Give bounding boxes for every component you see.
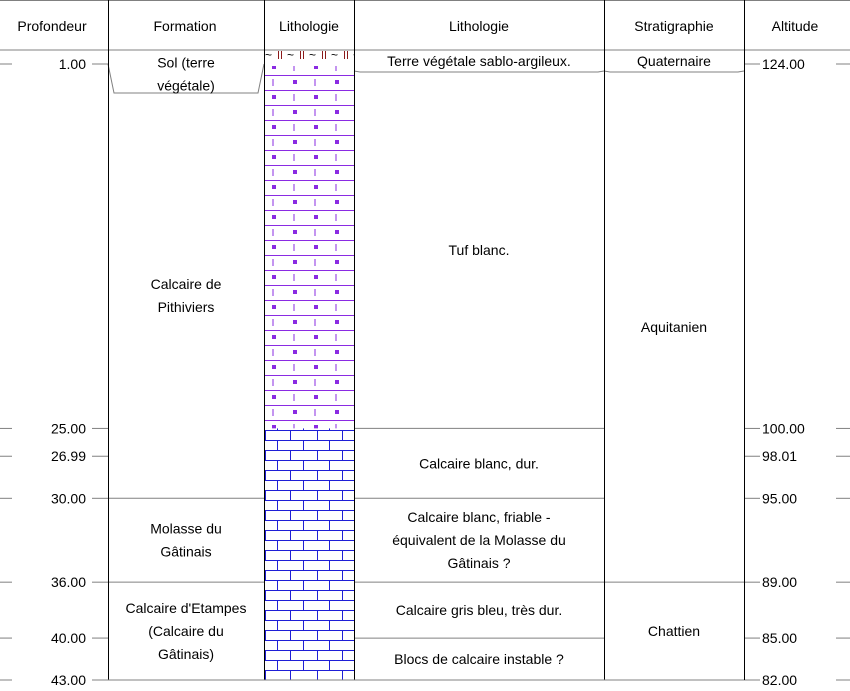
altitude-label: 89.00	[762, 574, 798, 591]
depth-label: 30.00	[50, 490, 86, 507]
depth-label: 25.00	[50, 420, 86, 437]
depth-label: 43.00	[50, 672, 86, 688]
formation-label: Gâtinais)	[157, 645, 215, 662]
lithology-description: Blocs de calcaire instable ?	[394, 650, 564, 667]
depth-label: 40.00	[50, 630, 86, 647]
lithology-fill-limestone	[264, 428, 354, 680]
formation-label: Calcaire de	[150, 276, 222, 293]
lithology-description: Terre végétale sablo-argileux.	[387, 52, 571, 69]
header-formation: Formation	[153, 18, 217, 34]
formation-label: Molasse du	[150, 520, 222, 537]
stratigraphy-label: Chattien	[647, 622, 701, 639]
lithology-description: Gâtinais ?	[447, 555, 511, 572]
header-lithology-description: Lithologie	[449, 18, 509, 34]
lithology-description: Calcaire gris bleu, très dur.	[395, 602, 563, 619]
altitude-label: 98.01	[762, 448, 798, 465]
formation-label: végétale)	[157, 77, 215, 94]
lithology-soil-outline	[354, 71, 604, 72]
lithology-fill-soil	[264, 51, 354, 66]
header-stratigraphy: Stratigraphie	[634, 18, 714, 34]
depth-label: 36.00	[50, 574, 86, 591]
section-lines	[0, 64, 850, 680]
altitude-label: 124.00	[762, 56, 805, 72]
header-depth: Profondeur	[17, 18, 87, 34]
stratigraphy-label: Quaternaire	[637, 52, 711, 69]
formation-label: Sol (terre	[157, 54, 215, 71]
stratigraphy-label: Aquitanien	[640, 318, 708, 335]
lithology-column	[264, 51, 354, 680]
lithology-description: Calcaire blanc, dur.	[419, 455, 539, 472]
lithology-fill-tuff	[264, 66, 354, 428]
depth-label: 1.00	[58, 56, 86, 72]
altitude-label: 82.00	[762, 672, 798, 688]
header-lithology-pattern: Lithologie	[279, 18, 339, 34]
stratigraphy-soil-outline	[604, 71, 744, 72]
formation-label: Pithiviers	[157, 299, 215, 316]
header-altitude: Altitude	[771, 18, 819, 34]
formation-label: Calcaire d'Etampes	[125, 599, 247, 616]
depth-label: 26.99	[50, 448, 86, 465]
lithology-description: Tuf blanc.	[448, 242, 510, 259]
formation-label: Gâtinais	[160, 543, 212, 560]
lithology-description: équivalent de la Molasse du	[392, 532, 566, 549]
formation-label: (Calcaire du	[148, 622, 224, 639]
altitude-label: 95.00	[762, 490, 798, 507]
lithology-description: Calcaire blanc, friable -	[407, 509, 551, 526]
altitude-label: 85.00	[762, 630, 798, 647]
section-labels	[51, 53, 805, 688]
altitude-label: 100.00	[762, 420, 805, 437]
